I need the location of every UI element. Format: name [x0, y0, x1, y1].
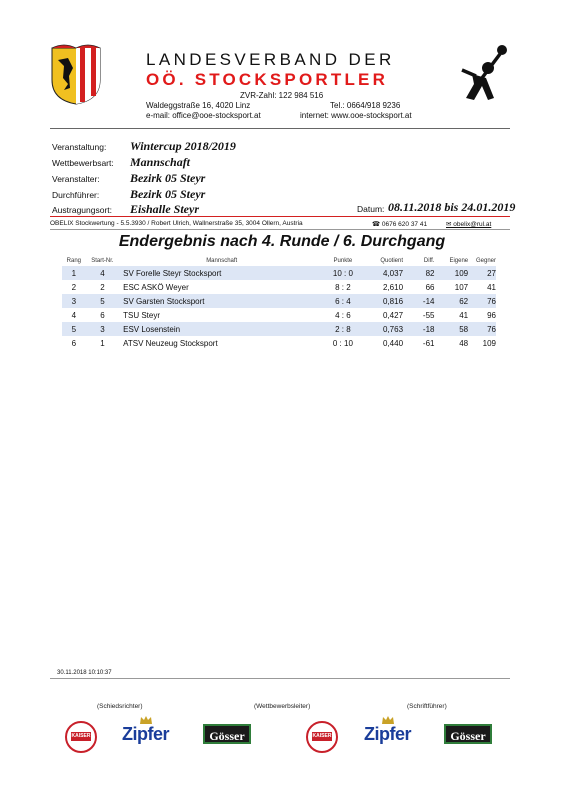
- table-row: [62, 294, 496, 308]
- cell-gegner: 109: [470, 336, 496, 350]
- table-row: [62, 322, 496, 336]
- cell-rang: 2: [62, 280, 86, 294]
- zipfer-logo: Zipfer: [364, 724, 412, 744]
- cell-rang: 4: [62, 308, 86, 322]
- org-website: internet: www.ooe-stocksport.at: [300, 111, 412, 120]
- label-wettbewerbsart: Wettbewerbsart:: [52, 158, 114, 168]
- table-row: [62, 280, 496, 294]
- col-start-nr: Start-Nr.: [91, 258, 114, 264]
- cell-eigene: 107: [438, 280, 470, 294]
- table-row: [62, 308, 496, 322]
- zipfer-logo: Zipfer: [122, 724, 170, 744]
- org-address: Waldeggstraße 16, 4020 Linz: [146, 101, 251, 110]
- col-punkte: Punkte: [333, 258, 353, 264]
- cell-diff: -14: [405, 294, 438, 308]
- cell-eigene: 58: [438, 322, 470, 336]
- cell-diff: 66: [405, 280, 438, 294]
- label-durchfuehrer: Durchführer:: [52, 190, 100, 200]
- cell-team: ESC ASKÖ Weyer: [119, 280, 320, 294]
- cell-diff: -55: [405, 308, 438, 322]
- cell-start: 1: [86, 336, 119, 350]
- label-veranstalter: Veranstalter:: [52, 174, 100, 184]
- cell-start: 6: [86, 308, 119, 322]
- credit-divider: [50, 229, 510, 230]
- cell-eigene: 48: [438, 336, 470, 350]
- table-row: [62, 336, 496, 350]
- cell-eigene: 41: [438, 308, 470, 322]
- cell-punkte: 4 : 6: [320, 308, 365, 322]
- cell-team: TSU Steyr: [119, 308, 320, 322]
- cell-start: 3: [86, 322, 119, 336]
- event-divider: [50, 216, 510, 217]
- cell-quotient: 0,816: [365, 294, 405, 308]
- kaiser-logo: [65, 721, 97, 753]
- cell-eigene: 109: [438, 266, 470, 280]
- label-wettbewerbsleiter: (Wettbewerbsleiter): [254, 703, 311, 710]
- label-austragungsort: Austragungsort:: [52, 205, 113, 215]
- zipfer-crown-icon: [140, 716, 152, 724]
- cell-team: ESV Losenstein: [119, 322, 320, 336]
- kaiser-logo: [306, 721, 338, 753]
- cell-team: SV Garsten Stocksport: [119, 294, 320, 308]
- col-diff: Diff.: [423, 258, 435, 264]
- kaiser-logo-text: KAISER: [312, 733, 332, 739]
- cell-diff: -18: [405, 322, 438, 336]
- org-phone: Tel.: 0664/918 9236: [330, 101, 401, 110]
- col-rang: Rang: [66, 258, 82, 264]
- cell-gegner: 76: [470, 322, 496, 336]
- cell-start: 4: [86, 266, 119, 280]
- cell-gegner: 27: [470, 266, 496, 280]
- org-name-line2: OÖ. STOCKSPORTLER: [146, 70, 389, 89]
- cell-gegner: 41: [470, 280, 496, 294]
- cell-team: ATSV Neuzeug Stocksport: [119, 336, 320, 350]
- col-gegner: Gegner: [475, 258, 496, 264]
- label-schiedsrichter: (Schiedsrichter): [97, 703, 143, 710]
- cell-punkte: 10 : 0: [320, 266, 365, 280]
- cell-punkte: 0 : 10: [320, 336, 365, 350]
- cell-quotient: 0,763: [365, 322, 405, 336]
- cell-quotient: 4,037: [365, 266, 405, 280]
- table-row: [62, 266, 496, 280]
- label-veranstaltung: Veranstaltung:: [52, 142, 107, 152]
- cell-quotient: 2,610: [365, 280, 405, 294]
- value-wettbewerbsart: Mannschaft: [130, 155, 191, 169]
- cell-diff: 82: [405, 266, 438, 280]
- value-veranstaltung: Wintercup 2018/2019: [130, 139, 236, 153]
- cell-rang: 3: [62, 294, 86, 308]
- col-mannschaft: Mannschaft: [206, 258, 238, 264]
- goesser-logo: Gösser: [203, 724, 251, 744]
- goesser-logo: Gösser: [444, 724, 492, 744]
- zipfer-crown-icon: [382, 716, 394, 724]
- col-quotient: Quotient: [380, 258, 404, 264]
- stock-player-pictogram: [452, 40, 512, 110]
- cell-start: 5: [86, 294, 119, 308]
- cell-rang: 5: [62, 322, 86, 336]
- results-header-row: [62, 256, 496, 266]
- zvr-number: ZVR-Zahl: 122 984 516: [240, 91, 324, 100]
- header-divider: [50, 128, 510, 129]
- cell-punkte: 6 : 4: [320, 294, 365, 308]
- value-veranstalter: Bezirk 05 Steyr: [130, 171, 206, 185]
- col-eigene: Eigene: [449, 258, 469, 264]
- results-table: [62, 256, 496, 350]
- cell-rang: 1: [62, 266, 86, 280]
- cell-quotient: 0,427: [365, 308, 405, 322]
- value-austragungsort: Eishalle Steyr: [130, 202, 200, 216]
- credit-email-link[interactable]: ✉ obelix@rul.at: [446, 221, 492, 228]
- cell-punkte: 8 : 2: [320, 280, 365, 294]
- cell-eigene: 62: [438, 294, 470, 308]
- label-schriftfuehrer: (Schriftführer): [407, 703, 447, 710]
- results-title: Endergebnis nach 4. Runde / 6. Durchgang: [118, 233, 446, 250]
- print-timestamp: 30.11.2018 10:10:37: [57, 670, 112, 676]
- cell-start: 2: [86, 280, 119, 294]
- org-email: e-mail: office@ooe-stocksport.at: [146, 111, 261, 120]
- cell-quotient: 0,440: [365, 336, 405, 350]
- cell-gegner: 96: [470, 308, 496, 322]
- cell-rang: 6: [62, 336, 86, 350]
- label-datum: Datum:: [357, 204, 385, 214]
- credit-phone: ☎ 0676 620 37 41: [372, 221, 428, 228]
- footer-divider: [50, 678, 510, 679]
- cell-gegner: 76: [470, 294, 496, 308]
- cell-punkte: 2 : 8: [320, 322, 365, 336]
- org-name-line1: LANDESVERBAND DER: [146, 50, 395, 69]
- software-credit: OBELIX Stockwertung - 5.5.3930 / Robert Ulrich, Wallnerstraße 35, 3004 Ollern, Austria: [50, 220, 303, 227]
- kaiser-logo-text: KAISER: [71, 733, 91, 739]
- value-durchfuehrer: Bezirk 05 Steyr: [130, 187, 206, 201]
- cell-team: SV Forelle Steyr Stocksport: [119, 266, 320, 280]
- value-datum: 08.11.2018 bis 24.01.2019: [388, 200, 516, 214]
- crest-logo: [50, 44, 102, 106]
- cell-diff: -61: [405, 336, 438, 350]
